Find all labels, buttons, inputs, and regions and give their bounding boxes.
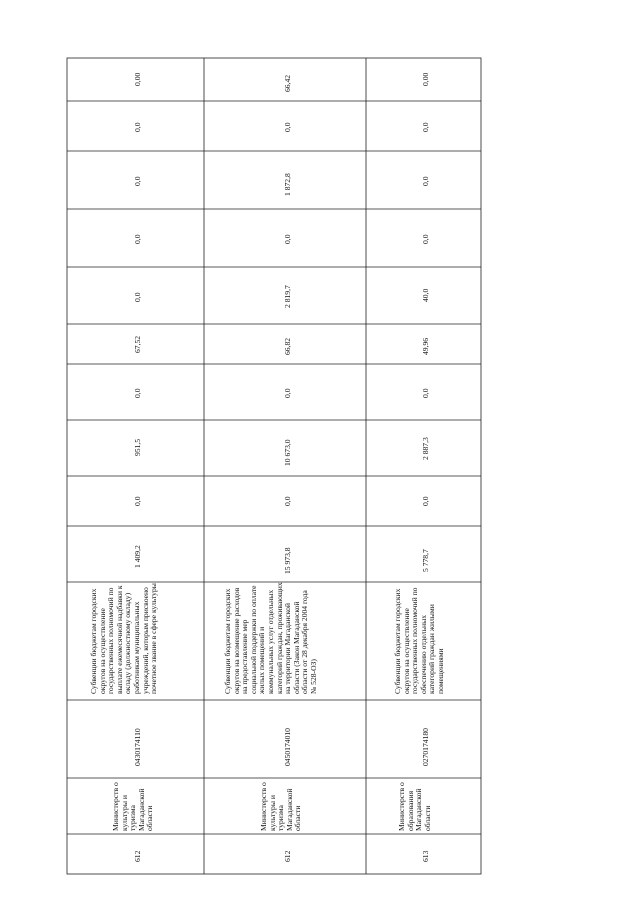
row2-value-2: 0,0 — [283, 496, 292, 506]
row3-value-4: 0,0 — [421, 388, 430, 398]
row2-ministry: Министерств о культуры и туризма Магаданской области — [259, 782, 303, 831]
row3-value-8: 0,0 — [421, 176, 430, 186]
row3-value-1: 5 778,7 — [421, 549, 430, 572]
row1-ministry: Министерств о культуры и туризма Магаданской области — [111, 782, 155, 831]
row1-value-6: 0,0 — [133, 292, 142, 302]
row3-code: 613 — [421, 850, 430, 862]
row3-target-code: 0270174180 — [421, 728, 430, 766]
row1-value-10: 0,00 — [133, 72, 142, 86]
row3-value-10: 0,00 — [421, 72, 430, 86]
row2-value-8: 1 872,8 — [283, 173, 292, 196]
row3-value-3: 2 887,3 — [421, 437, 430, 460]
row2-value-6: 2 819,7 — [283, 285, 292, 308]
row2-value-10: 66,42 — [283, 74, 292, 92]
row3-value-6: 40,0 — [421, 288, 430, 302]
row2-target-code: 0450174010 — [283, 728, 292, 766]
row3-value-5: 49,96 — [421, 337, 430, 355]
row1-value-5: 67,52 — [133, 335, 142, 353]
row1-value-1: 1 409,2 — [133, 545, 142, 568]
row1-value-7: 0,0 — [133, 234, 142, 244]
row2-code: 612 — [283, 850, 292, 862]
row2-description: Субвенции бюджетам городских округов на возмещение расходов на предоставление мер социальной поддержки по оплате жилых помещений и коммунальных услуг отдельных категорий граждан, проживающих на территории Магаданской области (Закон Магаданской области от 28 декабря 2004 года № 528-ОЗ) — [223, 582, 318, 694]
row2-value-5: 66,82 — [283, 337, 292, 355]
row1-value-3: 951,5 — [133, 438, 142, 456]
row1-value-8: 0,0 — [133, 176, 142, 186]
row3-value-9: 0,0 — [421, 122, 430, 132]
row3-value-7: 0,0 — [421, 234, 430, 244]
row2-value-9: 0,0 — [283, 122, 292, 132]
row3-value-2: 0,0 — [421, 496, 430, 506]
row2-value-4: 0,0 — [283, 388, 292, 398]
row2-value-7: 0,0 — [283, 234, 292, 244]
row2-value-1: 15 973,8 — [283, 547, 292, 574]
row1-value-4: 0,0 — [133, 388, 142, 398]
row3-description: Субвенции бюджетам городских округов на осуществление государственных полномочий по обеспечению отдельных категорий граждан жилыми помещениями — [393, 587, 445, 694]
row1-value-9: 0,0 — [133, 122, 142, 132]
row1-description: Субвенции бюджетам городских округов на осуществление государственных полномочий по выплате ежемесячной надбавки к окладу (должностному окладу) работникам муниципальных учреждений, которым присвоено почетное звание в сфере культуры — [89, 583, 159, 694]
row1-target-code: 0430174110 — [133, 728, 142, 766]
row3-ministry: Министерств о образования Магаданской области — [397, 782, 432, 831]
row1-value-2: 0,0 — [133, 496, 142, 506]
row2-value-3: 10 673,0 — [283, 439, 292, 466]
row1-code: 612 — [133, 850, 142, 862]
